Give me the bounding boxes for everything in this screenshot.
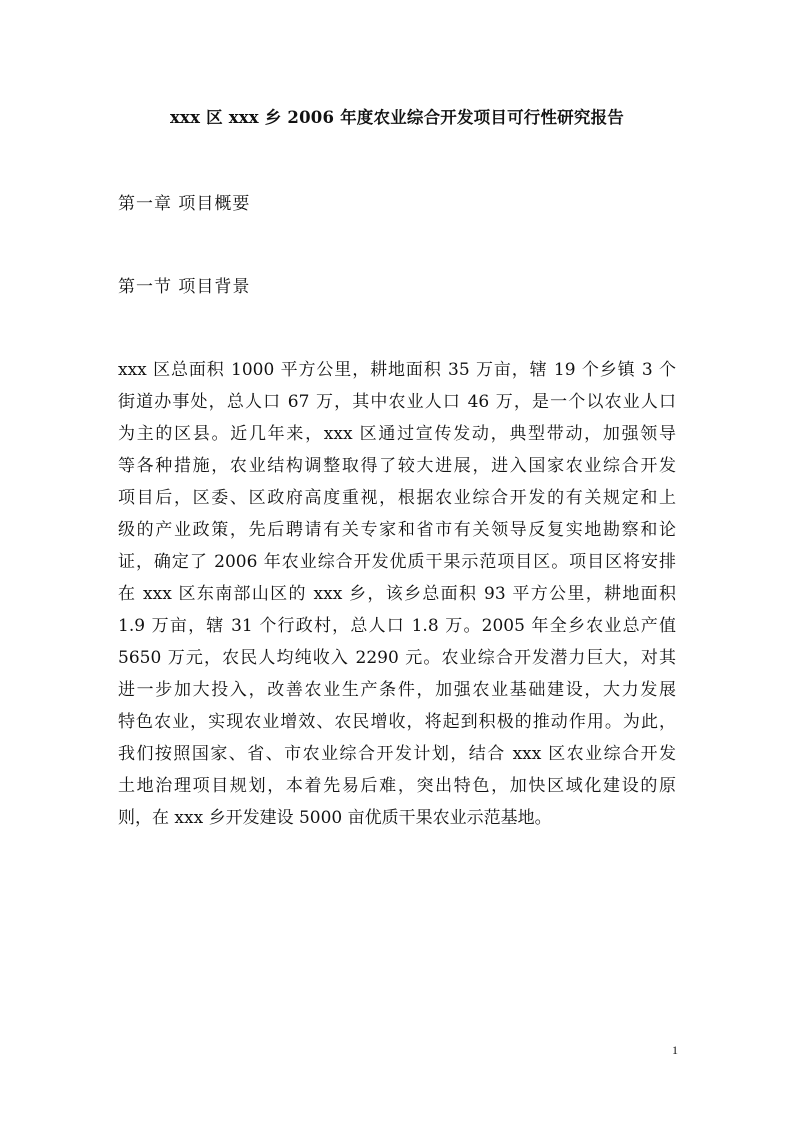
paragraph-line: 进一步加大投入，改善农业生产条件，加强农业基础建设，大力发展 xyxy=(118,680,676,700)
paragraph-line: 等各种措施，农业结构调整取得了较大进展，进入国家农业综合开发 xyxy=(118,456,676,476)
paragraph-line: 5650 万元，农民人均纯收入 2290 元。农业综合开发潜力巨大，对其 xyxy=(118,648,676,668)
paragraph-line: 项目后，区委、区政府高度重视，根据农业综合开发的有关规定和上 xyxy=(118,488,676,508)
paragraph-line: 土地治理项目规划，本着先易后难，突出特色，加快区域化建设的原 xyxy=(118,776,676,796)
page-number: 1 xyxy=(672,1043,678,1057)
paragraph-line: 级的产业政策，先后聘请有关专家和省市有关领导反复实地勘察和论 xyxy=(118,520,676,540)
document-title: xxx 区 xxx 乡 2006 年度农业综合开发项目可行性研究报告 xyxy=(170,108,624,127)
paragraph-line: 我们按照国家、省、市农业综合开发计划，结合 xxx 区农业综合开发 xyxy=(118,744,676,764)
section-heading: 第一节 项目背景 xyxy=(118,277,251,297)
paragraph-line: 在 xxx 区东南部山区的 xxx 乡，该乡总面积 93 平方公里，耕地面积 xyxy=(118,584,676,604)
paragraph-line: 特色农业，实现农业增效、农民增收，将起到积极的推动作用。为此， xyxy=(118,712,676,732)
paragraph-line: 则，在 xxx 乡开发建设 5000 亩优质干果农业示范基地。 xyxy=(118,808,552,828)
paragraph-line: 证，确定了 2006 年农业综合开发优质干果示范项目区。项目区将安排 xyxy=(118,552,676,572)
paragraph-line: 为主的区县。近几年来，xxx 区通过宣传发动，典型带动，加强领导 xyxy=(118,424,676,444)
paragraph-line: 街道办事处，总人口 67 万，其中农业人口 46 万，是一个以农业人口 xyxy=(118,392,676,412)
chapter-heading: 第一章 项目概要 xyxy=(118,194,251,214)
body-paragraph xyxy=(118,354,676,834)
paragraph-line: 1.9 万亩，辖 31 个行政村，总人口 1.8 万。2005 年全乡农业总产值 xyxy=(118,616,676,636)
paragraph-line: xxx 区总面积 1000 平方公里，耕地面积 35 万亩，辖 19 个乡镇 3 个 xyxy=(118,360,676,380)
